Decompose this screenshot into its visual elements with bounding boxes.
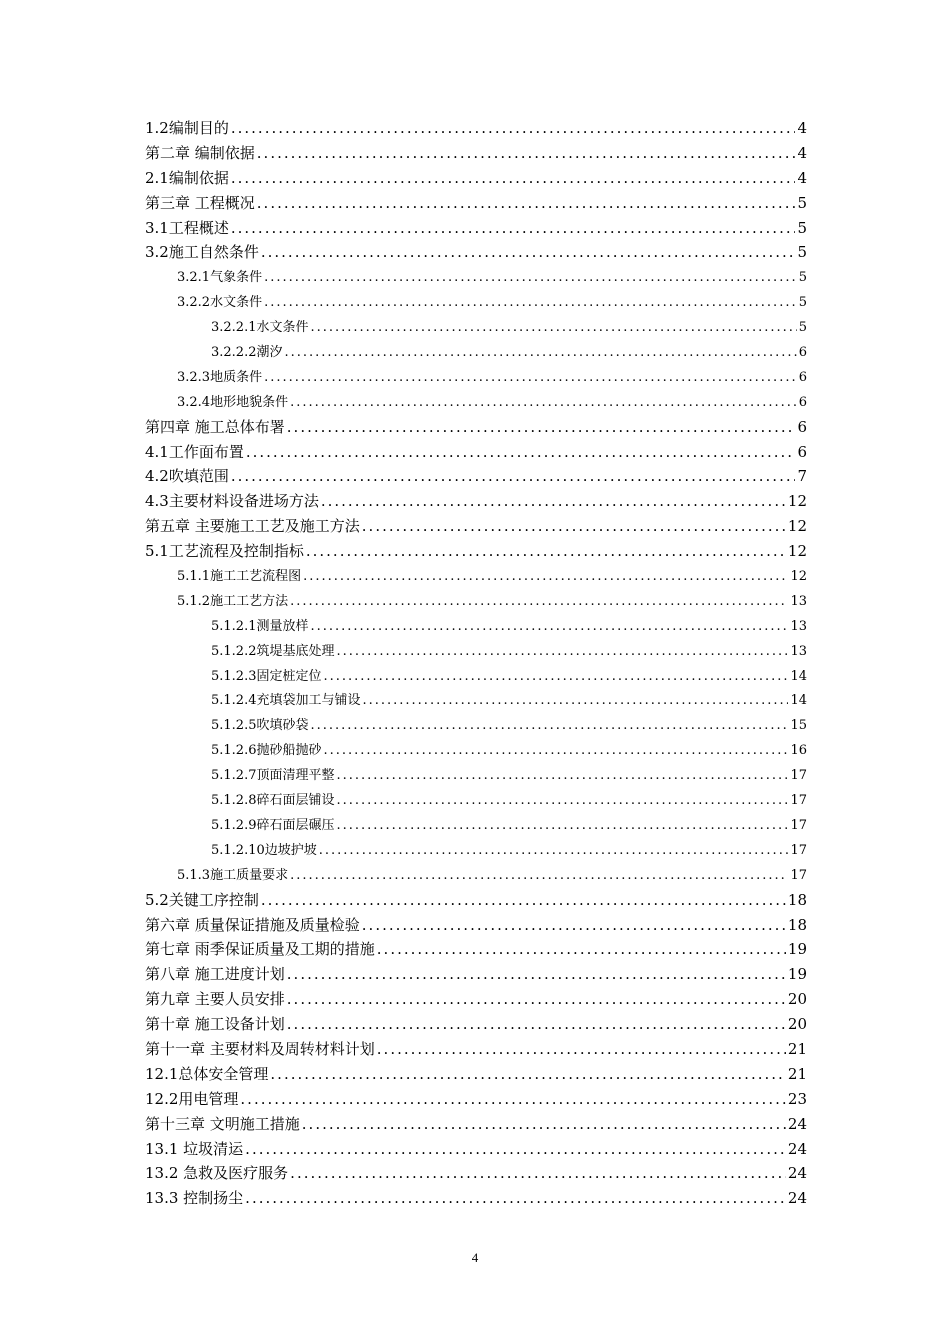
toc-entry[interactable] xyxy=(145,266,807,291)
toc-entry-label: 5.2关键工序控制 xyxy=(145,890,259,909)
toc-leader-dots xyxy=(336,644,788,659)
toc-leader-dots xyxy=(287,990,786,1008)
toc-entry[interactable] xyxy=(145,914,807,939)
toc-entry-label: 3.1工程概述 xyxy=(145,218,229,237)
toc-entry[interactable] xyxy=(145,640,807,665)
toc-entry[interactable] xyxy=(145,689,807,714)
toc-entry-page: 21 xyxy=(787,1039,807,1058)
toc-entry-label: 3.2.2.1水文条件 xyxy=(211,320,309,336)
toc-entry[interactable] xyxy=(145,1063,807,1088)
toc-entry[interactable] xyxy=(145,1162,807,1187)
toc-entry-label: 1.2编制目的 xyxy=(145,119,229,137)
toc-entry[interactable] xyxy=(145,739,807,764)
toc-leader-dots xyxy=(319,843,789,858)
toc-leader-dots xyxy=(321,492,786,510)
toc-leader-dots xyxy=(310,619,788,634)
toc-entry-page: 20 xyxy=(787,990,807,1009)
toc-entry[interactable] xyxy=(145,814,807,839)
toc-entry-page: 17 xyxy=(790,817,807,833)
toc-entry-page: 17 xyxy=(790,867,807,883)
toc-entry[interactable] xyxy=(145,1088,807,1113)
toc-entry-label: 第十章 施工设备计划 xyxy=(145,1015,285,1034)
toc-leader-dots xyxy=(287,1015,786,1033)
toc-entry-page: 17 xyxy=(790,768,807,784)
toc-entry[interactable] xyxy=(145,789,807,814)
toc-leader-dots xyxy=(377,1040,786,1058)
toc-entry[interactable] xyxy=(145,665,807,690)
toc-entry-label: 第二章 编制依据 xyxy=(145,143,255,162)
toc-entry-page: 13 xyxy=(790,643,807,659)
toc-leader-dots xyxy=(257,194,796,212)
toc-entry-label: 5.1.2.1测量放样 xyxy=(211,618,309,634)
toc-entry[interactable] xyxy=(145,167,807,192)
table-of-contents xyxy=(145,117,807,1212)
toc-entry[interactable] xyxy=(145,192,807,217)
toc-leader-dots xyxy=(362,517,786,535)
toc-entry-label: 5.1.2.6抛砂船抛砂 xyxy=(211,743,322,759)
toc-leader-dots xyxy=(306,542,786,560)
toc-leader-dots xyxy=(336,818,788,833)
toc-entry[interactable] xyxy=(145,241,807,266)
toc-leader-dots xyxy=(264,370,797,385)
toc-leader-dots xyxy=(290,395,797,410)
toc-entry-label: 13.3 控制扬尘 xyxy=(145,1189,244,1208)
toc-leader-dots xyxy=(240,1090,786,1108)
toc-entry[interactable] xyxy=(145,366,807,391)
toc-leader-dots xyxy=(245,1189,786,1207)
toc-leader-dots xyxy=(290,594,788,609)
toc-leader-dots xyxy=(231,169,796,187)
toc-leader-dots xyxy=(362,693,788,708)
toc-entry[interactable] xyxy=(145,391,807,416)
toc-entry-page: 6 xyxy=(798,369,807,385)
toc-entry-label: 5.1.2施工工艺方法 xyxy=(177,593,289,609)
toc-entry-page: 5 xyxy=(798,295,807,311)
toc-entry-page: 19 xyxy=(787,940,807,959)
toc-leader-dots xyxy=(246,443,796,461)
toc-entry[interactable] xyxy=(145,142,807,167)
toc-entry-page: 19 xyxy=(787,965,807,984)
toc-entry-page: 4 xyxy=(797,143,807,162)
toc-entry-label: 5.1.2.4充填袋加工与铺设 xyxy=(211,693,361,709)
toc-leader-dots xyxy=(323,743,788,758)
toc-leader-dots xyxy=(290,868,788,883)
toc-entry-label: 13.2 急救及医疗服务 xyxy=(145,1164,289,1183)
toc-entry-page: 14 xyxy=(790,668,807,684)
toc-entry-label: 第八章 施工进度计划 xyxy=(145,965,285,984)
toc-entry[interactable] xyxy=(145,590,807,615)
toc-entry-label: 5.1.3施工质量要求 xyxy=(177,867,289,883)
toc-entry-label: 5.1.2.7顶面清理平整 xyxy=(211,768,335,784)
toc-entry-page: 21 xyxy=(787,1064,807,1083)
toc-entry-label: 5.1.2.5吹填砂袋 xyxy=(211,718,309,734)
toc-entry-label: 第六章 质量保证措施及质量检验 xyxy=(145,915,360,934)
toc-leader-dots xyxy=(245,1140,786,1158)
toc-entry-page: 12 xyxy=(787,492,807,511)
toc-entry-label: 12.1总体安全管理 xyxy=(145,1064,269,1083)
toc-entry[interactable] xyxy=(145,988,807,1013)
toc-entry-page: 5 xyxy=(798,270,807,286)
toc-entry-label: 4.3主要材料设备进场方法 xyxy=(145,492,319,511)
toc-entry-label: 3.2.4地形地貌条件 xyxy=(177,394,289,410)
toc-leader-dots xyxy=(257,144,796,162)
toc-leader-dots xyxy=(310,320,796,335)
toc-leader-dots xyxy=(231,119,796,137)
toc-entry-page: 5 xyxy=(797,193,807,212)
toc-entry-page: 15 xyxy=(790,718,807,734)
toc-entry-label: 5.1.2.2筑堤基底处理 xyxy=(211,643,335,659)
toc-leader-dots xyxy=(287,965,786,983)
toc-entry-page: 17 xyxy=(790,842,807,858)
toc-entry-page: 16 xyxy=(790,743,807,759)
toc-entry-label: 5.1.2.3固定桩定位 xyxy=(211,668,322,684)
toc-entry-label: 5.1.2.8碎石面层铺设 xyxy=(211,793,335,809)
toc-entry-page: 18 xyxy=(787,890,807,909)
toc-entry-label: 第五章 主要施工工艺及施工方法 xyxy=(145,517,360,536)
toc-leader-dots xyxy=(323,669,788,684)
toc-entry-page: 24 xyxy=(787,1139,807,1158)
toc-entry-page: 6 xyxy=(798,345,807,361)
toc-entry-page: 4 xyxy=(797,168,807,187)
toc-entry[interactable] xyxy=(145,839,807,864)
toc-entry[interactable] xyxy=(145,441,807,466)
toc-entry[interactable] xyxy=(145,565,807,590)
toc-leader-dots xyxy=(261,891,786,909)
toc-leader-dots xyxy=(290,1164,786,1182)
toc-entry-label: 4.2吹填范围 xyxy=(145,467,229,486)
toc-entry-page: 6 xyxy=(797,442,807,461)
toc-leader-dots xyxy=(362,916,786,934)
toc-entry-label: 第三章 工程概况 xyxy=(145,193,255,212)
toc-entry-page: 24 xyxy=(787,1164,807,1183)
toc-leader-dots xyxy=(264,295,797,310)
toc-entry[interactable] xyxy=(145,1038,807,1063)
toc-entry-label: 第七章 雨季保证质量及工期的措施 xyxy=(145,940,375,959)
toc-entry-page: 17 xyxy=(790,793,807,809)
toc-entry[interactable] xyxy=(145,1113,807,1138)
toc-entry-page: 5 xyxy=(798,320,807,336)
toc-entry-label: 3.2.2.2潮汐 xyxy=(211,345,283,361)
toc-entry-page: 5 xyxy=(797,243,807,262)
toc-entry[interactable] xyxy=(145,764,807,789)
toc-entry-label: 5.1工艺流程及控制指标 xyxy=(145,542,304,561)
toc-entry[interactable] xyxy=(145,515,807,540)
toc-entry[interactable] xyxy=(145,714,807,739)
toc-entry-page: 13 xyxy=(790,593,807,609)
toc-entry-label: 第十一章 主要材料及周转材料计划 xyxy=(145,1039,375,1058)
toc-entry-page: 4 xyxy=(797,119,807,137)
toc-entry-page: 5 xyxy=(797,218,807,237)
toc-entry[interactable] xyxy=(145,540,807,565)
toc-leader-dots xyxy=(310,718,788,733)
toc-leader-dots xyxy=(284,345,796,360)
page-number: 4 xyxy=(471,1250,479,1265)
toc-leader-dots xyxy=(336,793,788,808)
toc-entry-page: 12 xyxy=(790,569,807,585)
toc-entry[interactable] xyxy=(145,963,807,988)
toc-leader-dots xyxy=(231,219,796,237)
toc-entry-page: 6 xyxy=(798,394,807,410)
toc-entry-label: 3.2.1气象条件 xyxy=(177,270,263,286)
toc-entry-label: 3.2.3地质条件 xyxy=(177,369,263,385)
toc-leader-dots xyxy=(270,1065,786,1083)
toc-leader-dots xyxy=(302,1115,786,1133)
toc-leader-dots xyxy=(287,418,796,436)
toc-entry[interactable] xyxy=(145,889,807,914)
toc-entry-label: 5.1.2.10边坡护坡 xyxy=(211,842,317,858)
toc-leader-dots xyxy=(231,467,796,485)
toc-entry[interactable] xyxy=(145,490,807,515)
toc-leader-dots xyxy=(336,768,788,783)
toc-entry-label: 2.1编制依据 xyxy=(145,168,229,187)
toc-leader-dots xyxy=(303,569,788,584)
toc-entry-label: 5.1.1施工工艺流程图 xyxy=(177,569,302,585)
toc-entry[interactable] xyxy=(145,291,807,316)
toc-entry-label: 13.1 垃圾清运 xyxy=(145,1139,244,1158)
toc-entry-label: 4.1工作面布置 xyxy=(145,442,244,461)
toc-entry-page: 7 xyxy=(797,467,807,486)
toc-entry-page: 13 xyxy=(790,618,807,634)
toc-entry[interactable] xyxy=(145,864,807,889)
toc-entry-page: 14 xyxy=(790,693,807,709)
toc-entry-page: 6 xyxy=(797,417,807,436)
toc-entry-label: 3.2施工自然条件 xyxy=(145,243,259,262)
toc-entry-page: 24 xyxy=(787,1189,807,1208)
toc-entry[interactable] xyxy=(145,117,807,142)
toc-entry-page: 23 xyxy=(787,1089,807,1108)
toc-entry[interactable] xyxy=(145,316,807,341)
toc-entry-label: 12.2用电管理 xyxy=(145,1089,239,1108)
toc-entry-label: 第四章 施工总体布署 xyxy=(145,417,285,436)
toc-entry[interactable] xyxy=(145,1013,807,1038)
toc-entry[interactable] xyxy=(145,1138,807,1163)
toc-entry[interactable] xyxy=(145,1187,807,1212)
toc-entry-page: 20 xyxy=(787,1015,807,1034)
toc-entry[interactable] xyxy=(145,341,807,366)
toc-entry-label: 第九章 主要人员安排 xyxy=(145,990,285,1009)
toc-entry-page: 24 xyxy=(787,1114,807,1133)
toc-entry-page: 12 xyxy=(787,517,807,536)
toc-entry[interactable] xyxy=(145,416,807,441)
toc-leader-dots xyxy=(264,270,797,285)
toc-entry[interactable] xyxy=(145,938,807,963)
toc-entry-label: 第十三章 文明施工措施 xyxy=(145,1114,300,1133)
toc-entry-label: 5.1.2.9碎石面层碾压 xyxy=(211,817,335,833)
toc-entry[interactable] xyxy=(145,615,807,640)
toc-entry-label: 3.2.2水文条件 xyxy=(177,295,263,311)
toc-entry[interactable] xyxy=(145,217,807,242)
toc-entry-page: 18 xyxy=(787,915,807,934)
toc-leader-dots xyxy=(377,940,786,958)
toc-entry[interactable] xyxy=(145,465,807,490)
toc-entry-page: 12 xyxy=(787,542,807,561)
toc-leader-dots xyxy=(261,243,796,261)
